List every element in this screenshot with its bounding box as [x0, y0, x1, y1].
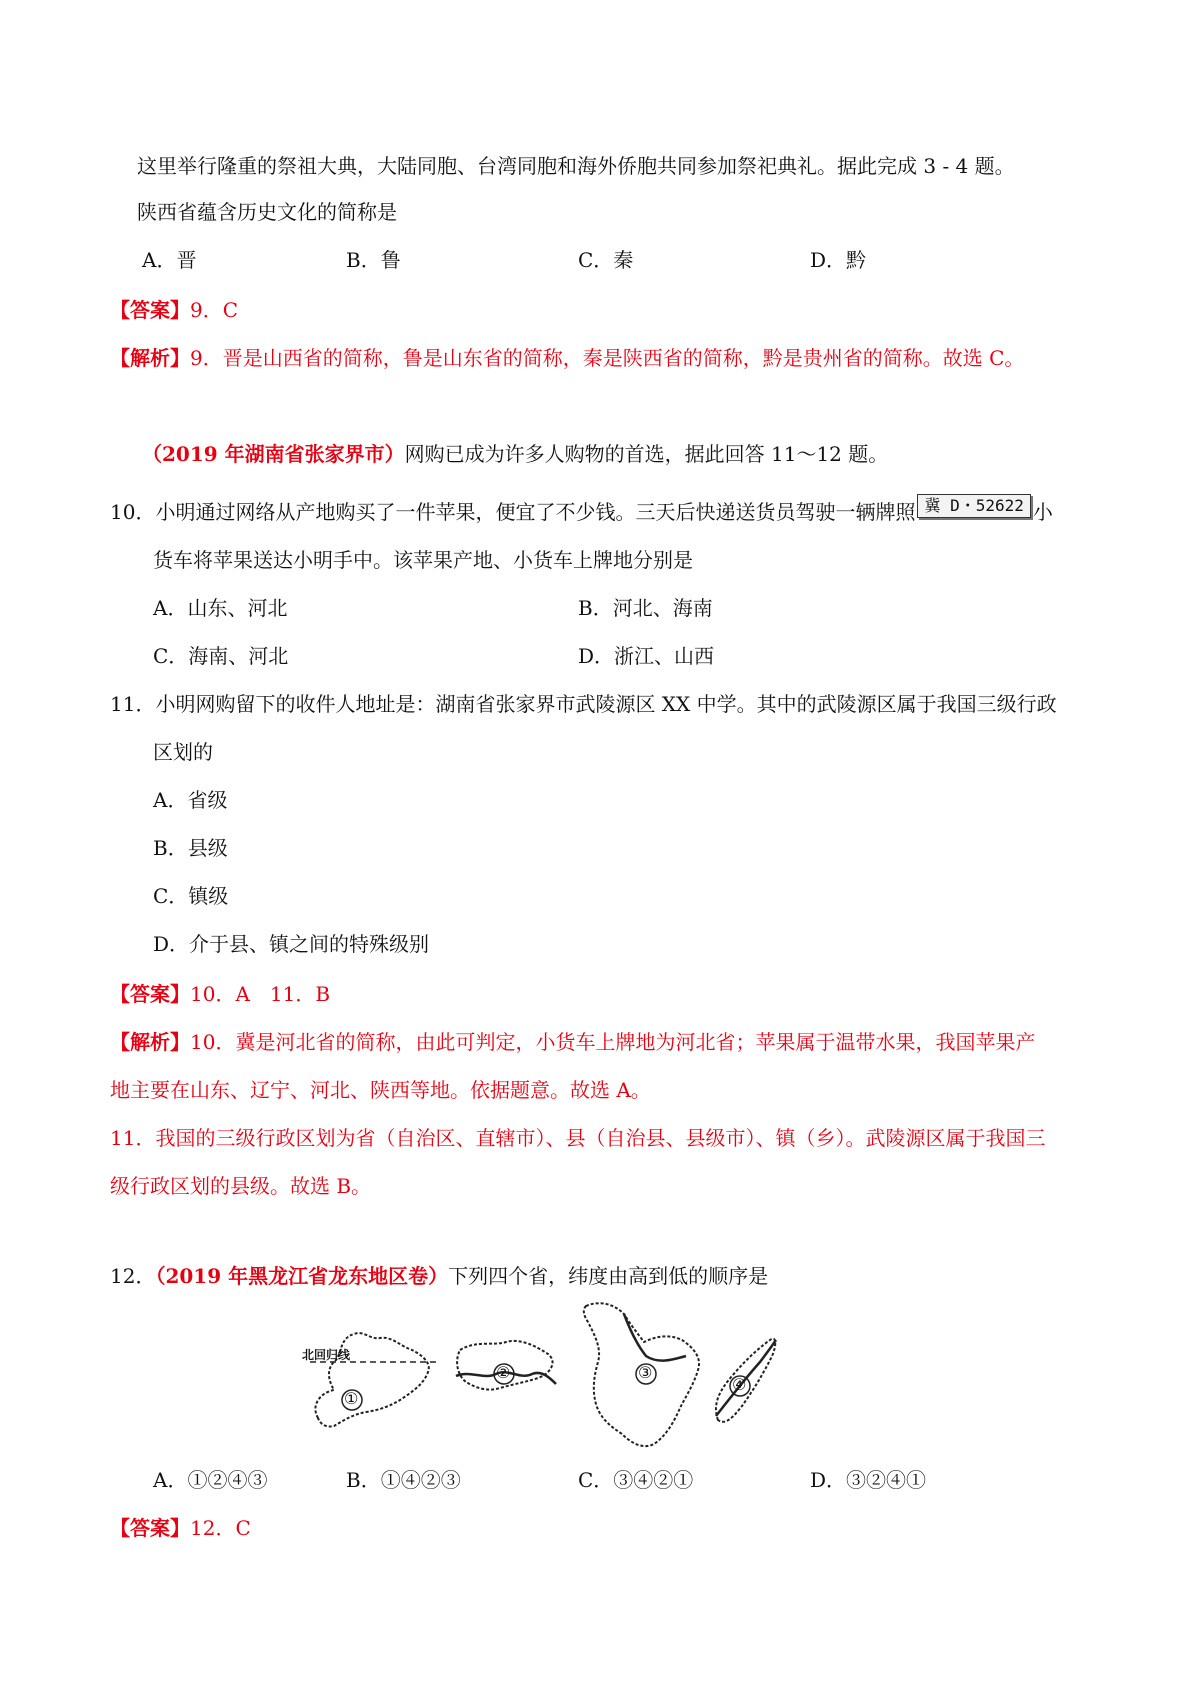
question-12-stem	[110, 1262, 768, 1290]
q10-option-c: C．海南、河北	[153, 644, 289, 668]
q9-option-a: A．晋	[142, 248, 197, 272]
q12-option-d: D．③②④①	[810, 1468, 927, 1492]
q12-text: 下列四个省，纬度由高到低的顺序是	[448, 1264, 769, 1288]
explanation-10-line2: 地主要在山东、辽宁、河北、陕西等地。依据题意。故选 A。	[110, 1078, 651, 1102]
q12-option-c: C．③④②①	[578, 1468, 694, 1492]
intro-line: 这里举行隆重的祭祖大典，大陆同胞、台湾同胞和海外侨胞共同参加祭祀典礼。据此完成 3 - 4 题。	[137, 154, 1015, 178]
map-label-2: ②	[496, 1363, 511, 1382]
answer-12	[110, 1514, 251, 1542]
q11-option-a: A．省级	[153, 788, 228, 812]
q11-option-d: D．介于县、镇之间的特殊级别	[153, 932, 430, 956]
q9-option-c: C．秦	[578, 248, 634, 272]
tropic-of-cancer-label: 北回归线	[302, 1348, 351, 1362]
answer-text: 10．A 11．B	[190, 982, 331, 1006]
q9-option-b: B．鲁	[346, 248, 401, 272]
explanation-label: 【解析】	[110, 1030, 190, 1054]
q9-option-d: D．黔	[810, 248, 867, 272]
q10-option-d: D．浙江、山西	[578, 644, 715, 668]
answer-label: 【答案】	[110, 982, 190, 1006]
question-9-stem: 陕西省蕴含历史文化的简称是	[137, 200, 397, 224]
explanation-11-line1: 11．我国的三级行政区划为省（自治区、直辖市）、县（自治县、县级市）、镇（乡）。武陵源区属于我国三	[110, 1126, 1046, 1150]
explanation-10-line1	[110, 1028, 1035, 1056]
explanation-9	[110, 344, 1024, 372]
q12-option-a: A．①②④③	[153, 1468, 268, 1492]
map-label-1: ①	[344, 1389, 359, 1408]
section-2-source: （2019 年湖南省张家界市）	[142, 442, 405, 466]
q12-source: （2019 年黑龙江省龙东地区卷）	[155, 1264, 449, 1288]
province-outlines	[300, 1300, 780, 1455]
map-label-4: ④	[732, 1375, 747, 1394]
map-label-3: ③	[638, 1363, 653, 1382]
explanation-11-line2: 级行政区划的县级。故选 B。	[110, 1174, 372, 1198]
q12-number: 12．	[110, 1264, 156, 1288]
answer-label: 【答案】	[110, 298, 190, 322]
q11-option-c: C．镇级	[153, 884, 229, 908]
explanation-text: 10．冀是河北省的简称，由此可判定，小货车上牌地为河北省；苹果属于温带水果，我国苹果产	[190, 1030, 1036, 1054]
answer-9	[110, 296, 238, 324]
explanation-text: 9．晋是山西省的简称，鲁是山东省的简称，秦是陕西省的简称，黔是贵州省的简称。故选 C。	[190, 346, 1025, 370]
section-2-text: 网购已成为许多人购物的首选，据此回答 11～12 题。	[404, 442, 889, 466]
license-plate-image: 冀 D・52622	[917, 494, 1030, 518]
question-11-line2: 区划的	[153, 740, 213, 764]
answer-label: 【答案】	[110, 1516, 190, 1540]
question-10-line2: 货车将苹果送达小明手中。该苹果产地、小货车上牌地分别是	[153, 548, 693, 572]
question-11-line1: 11．小明网购留下的收件人地址是：湖南省张家界市武陵源区 XX 中学。其中的武陵源区属于我国三级行政	[110, 692, 1057, 716]
explanation-label: 【解析】	[110, 346, 190, 370]
province-maps-figure	[300, 1300, 780, 1455]
question-10-line1	[110, 495, 1053, 526]
q10-text: 10．小明通过网络从产地购买了一件苹果，便宜了不少钱。三天后快递送货员驾驶一辆牌照	[110, 500, 916, 524]
answer-text: 12．C	[190, 1516, 251, 1540]
section-2-heading	[142, 440, 888, 468]
q10-text-end: 小	[1032, 500, 1053, 524]
q12-option-b: B．①④②③	[346, 1468, 461, 1492]
answer-text: 9．C	[190, 298, 239, 322]
q10-option-b: B．河北、海南	[578, 596, 713, 620]
q10-option-a: A．山东、河北	[153, 596, 288, 620]
q11-option-b: B．县级	[153, 836, 228, 860]
answer-10-11	[110, 980, 330, 1008]
